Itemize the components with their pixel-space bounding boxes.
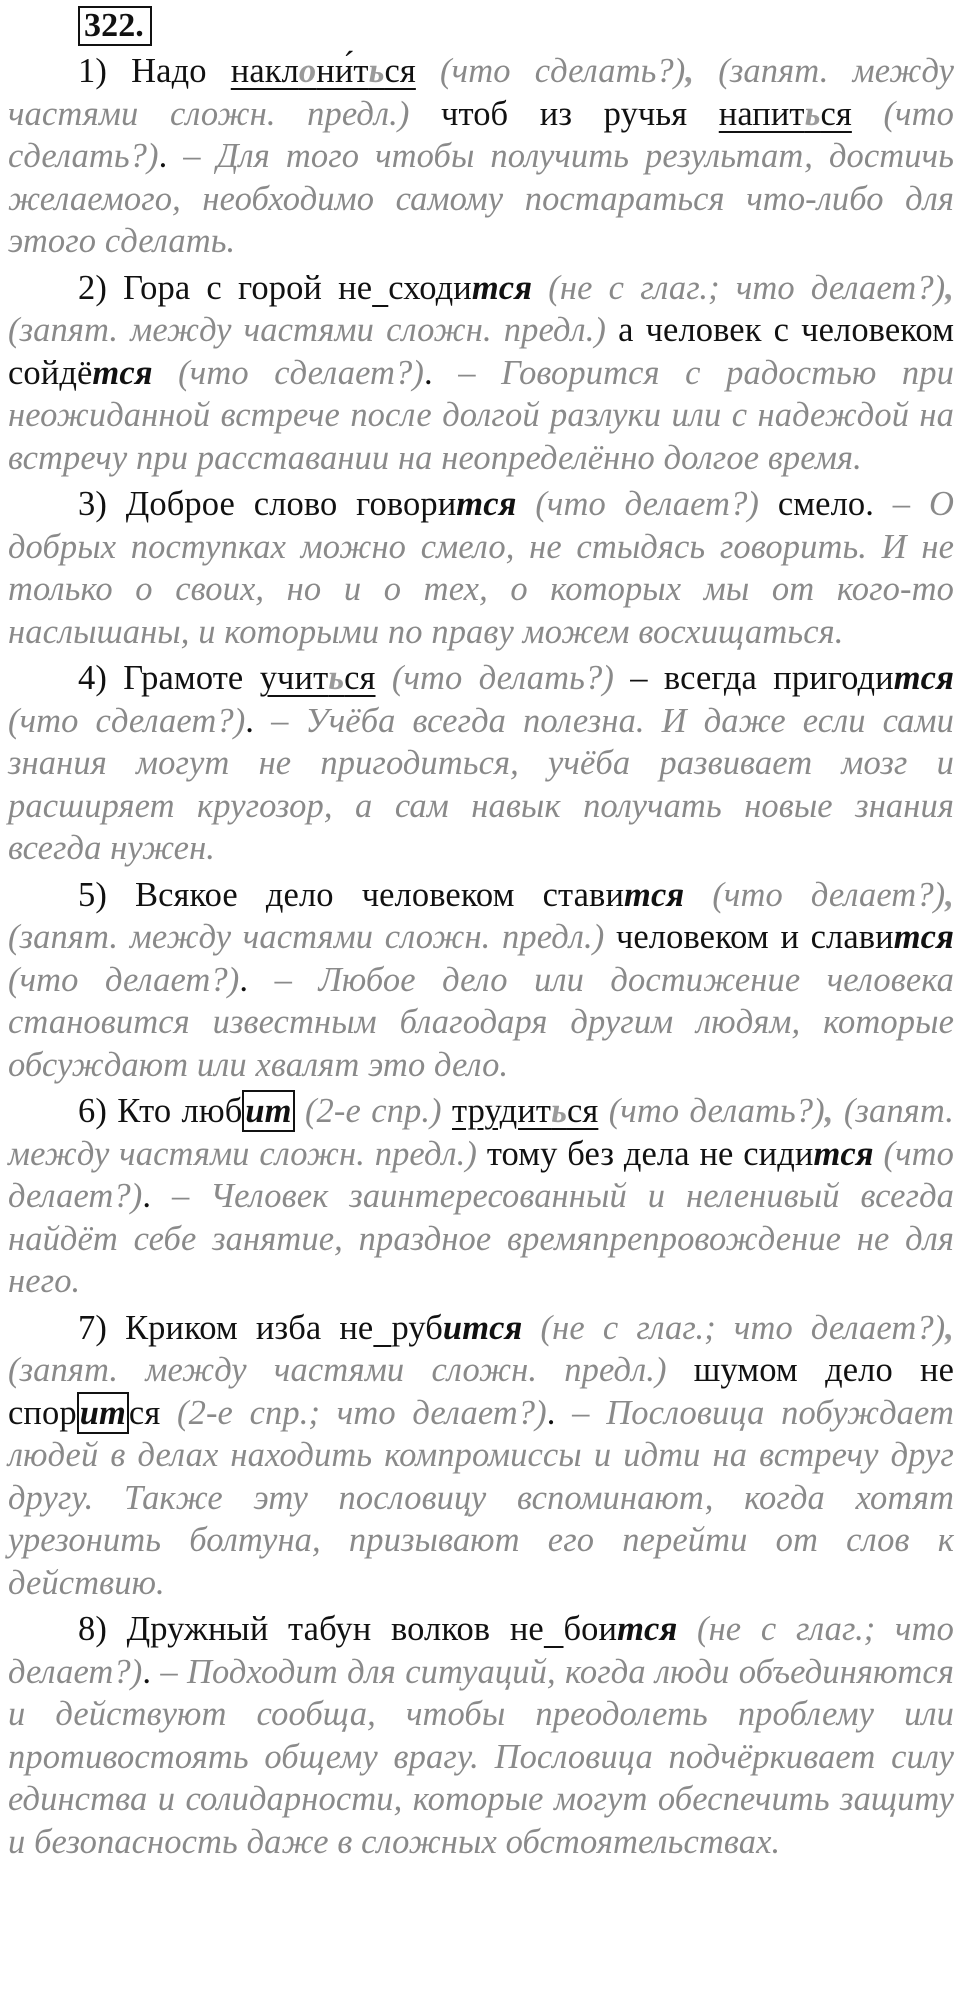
text: Доброе слово говори <box>125 485 457 523</box>
grammar-note: (что сделать?) <box>8 94 954 175</box>
period: . <box>142 1177 152 1215</box>
comma-mark: , <box>945 268 954 307</box>
item-number: 8) <box>78 1610 107 1648</box>
item-number: 4) <box>78 659 107 697</box>
underlined-word <box>231 52 416 90</box>
underlined-word <box>719 95 852 133</box>
grammar-note: (что сделает?) <box>178 353 424 392</box>
item-number: 3) <box>78 485 107 523</box>
word-part: руб <box>391 1308 443 1347</box>
period: . <box>158 137 168 175</box>
text: – всегда пригоди <box>630 659 894 697</box>
grammar-note: (2-е спр.) <box>304 1092 442 1130</box>
ending-highlight: тся <box>893 659 954 697</box>
item-4 <box>8 657 954 870</box>
soft-sign-highlight: ь <box>368 52 385 90</box>
text: тому без дела не сиди <box>486 1134 814 1173</box>
grammar-note: (что делать?) <box>391 659 614 697</box>
period: . <box>142 1652 152 1691</box>
ending-highlight: тся <box>813 1134 874 1173</box>
item-number: 7) <box>78 1308 107 1347</box>
ending-highlight: тся <box>617 1610 678 1648</box>
grammar-note: (2-е спр.; что делает?) <box>177 1393 547 1432</box>
comma-mark: , <box>945 1308 955 1347</box>
not-underline <box>373 1309 391 1347</box>
text: Гора с горой не <box>123 268 373 307</box>
ending-highlight: тся <box>893 918 954 956</box>
exercise-number: 322. <box>78 6 152 46</box>
word-part: ся <box>384 52 416 90</box>
text: Грамоте <box>123 659 244 697</box>
text: Надо <box>131 52 207 90</box>
soft-sign-highlight: ь <box>551 1092 567 1130</box>
text: смело. <box>777 485 874 523</box>
grammar-note: (не с глаг.; что делает?) <box>8 1610 954 1691</box>
vowel-highlight: о <box>298 52 317 90</box>
boxed-ending: ит <box>242 1090 294 1132</box>
grammar-note: (что делает?) <box>712 875 946 914</box>
word-part: ся <box>344 659 376 697</box>
explanation: – О добрых поступках можно смело, не стыдясь говорить. И не только о своих, но и о тех, о которых мы от кого-то наслышаны, и которыми по праву можем восхищаться. <box>8 485 954 651</box>
text: человеком и слави <box>615 918 894 956</box>
word-part: ни́т <box>316 52 369 90</box>
word-part: ся <box>128 1393 161 1432</box>
explanation: – Пословица побуждает людей в делах находить компромиссы и идти на встречу друг другу. Также эту пословицу вспоминают, когда хотят урезонить болтуна, призывают его перейти от слов к действию. <box>8 1393 955 1602</box>
word-part: сходи <box>388 268 472 307</box>
item-1 <box>8 50 954 263</box>
ending-highlight: тся <box>456 485 517 523</box>
explanation: – Подходит для ситуаций, когда люди объединяются и действуют сообща, чтобы преодолеть проблему или противостоять общему врагу. Пословица подчёркивает силу единства и солидарности, которые могут обеспечить защиту и безопасность даже в сложных обстоятельствах. <box>8 1652 954 1861</box>
grammar-note: (не с глаг.; что делает?) <box>540 1308 946 1347</box>
not-underline <box>372 269 388 307</box>
explanation: – Человек заинтересованный и неленивый всегда найдёт себе занятие, праздное времяпрепровождение не для него. <box>8 1177 954 1300</box>
underlined-word <box>452 1092 598 1130</box>
word-part: накл <box>230 52 299 90</box>
item-3 <box>8 483 954 653</box>
ending-highlight: тся <box>92 353 153 392</box>
period: . <box>245 701 255 740</box>
grammar-note: (запят. между частями сложн. предл.) <box>8 1351 667 1389</box>
item-number: 2) <box>78 268 107 307</box>
text: Дружный табун волков не <box>126 1610 544 1648</box>
explanation: – Говорится с радостью при неожиданной встрече после долгой разлуки или с надеждой на встречу при расставании на неопределённо долгое время. <box>8 353 954 477</box>
explanation: – Любое дело или достижение человека становится известным благодаря другим людям, которые обсуждают или хвалят это дело. <box>8 960 954 1084</box>
word-part: трудит <box>452 1092 552 1130</box>
grammar-note: (что делать?) <box>608 1092 825 1130</box>
explanation: – Учёба всегда полезна. И даже если сами знания могут не пригодиться, учёба развивает мозг и расширяет кругозор, а сам навык получать новые знания всегда нужен. <box>8 701 954 867</box>
item-number: 1) <box>78 52 107 90</box>
text: Всякое дело человеком стави <box>135 875 625 914</box>
item-5 <box>8 874 954 1087</box>
comma-mark: , <box>685 52 695 90</box>
text: Кто люб <box>117 1092 243 1130</box>
text: чтоб из ручья <box>441 94 688 133</box>
period: . <box>239 960 249 999</box>
grammar-note: (запят. между частями сложн. предл.) <box>8 311 607 349</box>
comma-mark: , <box>945 875 954 914</box>
grammar-note: (запят. между частями сложн. предл.) <box>8 1092 954 1173</box>
exercise-header <box>8 4 954 50</box>
grammar-note: (что делает?) <box>8 1134 954 1215</box>
grammar-note: (что делает?) <box>535 485 760 523</box>
item-number: 5) <box>78 875 107 914</box>
grammar-note: (что делает?) <box>8 960 240 999</box>
ending-highlight: тся <box>624 875 685 914</box>
word-part: бои <box>563 1610 618 1648</box>
text: шумом дело не спор <box>8 1351 954 1432</box>
word-part: напит <box>718 94 805 133</box>
period: . <box>546 1393 556 1432</box>
grammar-note: (что сделает?) <box>8 701 246 740</box>
text: а человек с человеком сойдё <box>8 311 954 392</box>
grammar-note: (не с глаг.; что делает?) <box>548 268 946 307</box>
underlined-word <box>260 659 376 697</box>
grammar-note: (запят. между частями сложн. предл.) <box>8 52 954 133</box>
item-6 <box>8 1090 954 1303</box>
word-part: ся <box>820 94 852 133</box>
word-part: ся <box>566 1092 599 1130</box>
item-2 <box>8 267 954 480</box>
text: Криком изба не <box>125 1308 374 1347</box>
period: . <box>423 353 433 392</box>
item-8 <box>8 1608 954 1863</box>
grammar-note: (запят. между частями сложн. предл.) <box>8 918 605 956</box>
ending-highlight: ится <box>442 1308 523 1347</box>
explanation: – Для того чтобы получить результат, достичь желаемого, необходимо самому постараться что-либо для этого сделать. <box>8 137 954 260</box>
item-number: 6) <box>78 1092 107 1130</box>
comma-mark: , <box>824 1092 834 1130</box>
soft-sign-highlight: ь <box>328 659 345 697</box>
grammar-note: (что сделать?) <box>440 52 686 90</box>
not-underline <box>544 1610 564 1648</box>
soft-sign-highlight: ь <box>804 94 821 133</box>
ending-highlight: тся <box>471 268 533 307</box>
item-7 <box>8 1307 954 1605</box>
word-part: учит <box>259 659 329 697</box>
boxed-ending: ит <box>77 1392 129 1434</box>
